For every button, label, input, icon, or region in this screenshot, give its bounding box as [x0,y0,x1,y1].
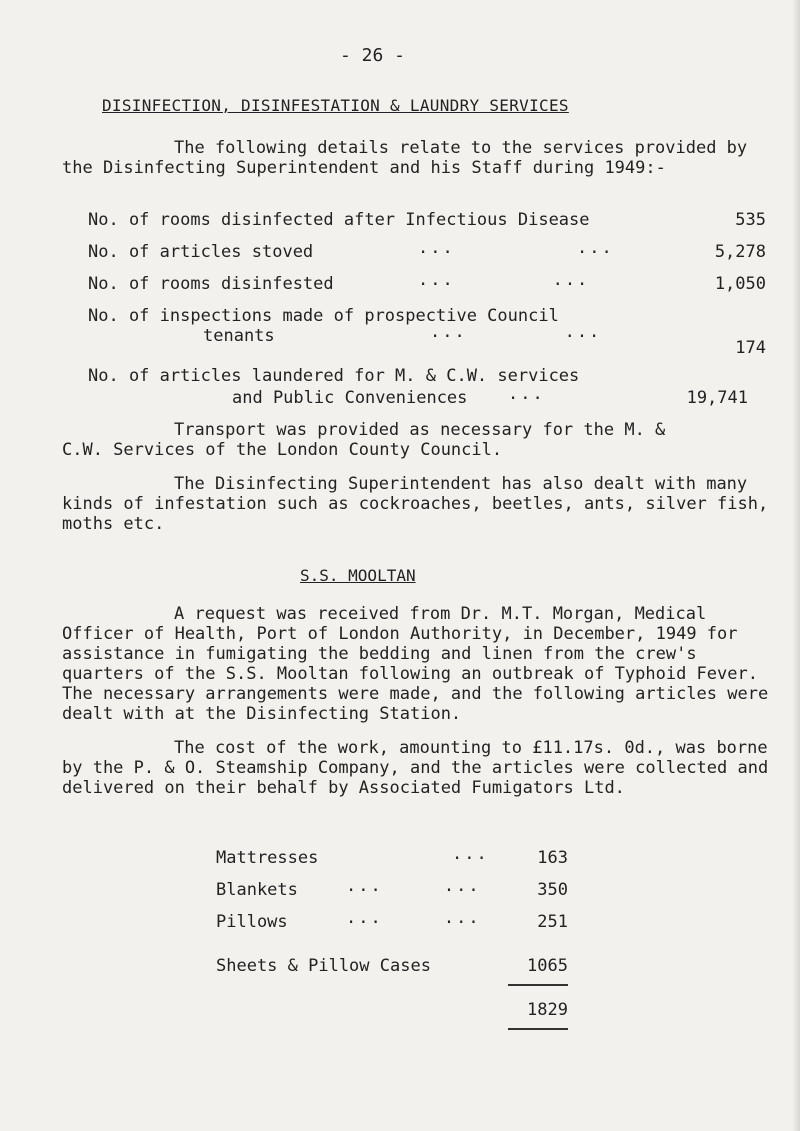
section-heading: DISINFECTION, DISINFESTATION & LAUNDRY SERVICES [102,96,569,115]
leader-dots: ... ... [430,322,602,342]
stat-value: 19,741 [686,388,748,408]
page-edge [792,0,800,1131]
stat-label-continued: and Public Conveniences [232,388,468,408]
mooltan-paragraph: A request was received from Dr. M.T. Morgan, Medical Officer of Health, Port of London Authority, in December, 1949 for assistance in fumigating the bedding and linen from the crew's quarters of the S.S. Mooltan following an outbreak of Typhoid Fever. The necessary arrangements were made, and the following articles were dealt with at the Disinfecting Station. [62,604,769,724]
article-label: Pillows [216,912,288,932]
total-double-rule [508,1028,568,1030]
leader-dots: ... ... [418,238,614,258]
stat-value: 1,050 [714,274,766,294]
article-value: 1065 [527,956,568,976]
transport-paragraph: Transport was provided as necessary for the M. & C.W. Services of the London County Council. [62,420,666,460]
sub-heading: S.S. MOOLTAN [300,566,416,585]
stat-value: 174 [735,338,766,358]
stat-label: No. of articles stoved [88,242,314,262]
leader-dots: ... [452,844,489,864]
article-label: Mattresses [216,848,319,868]
cost-paragraph: The cost of the work, amounting to £11.17s. 0d., was borne by the P. & O. Steamship Company, and the articles were collected and delivered on their behalf by Associated Fumigators Ltd. [62,738,769,798]
leader-dots: ... ... [346,876,481,896]
leader-dots: ... ... [418,270,590,290]
stat-label-continued: tenants [203,326,275,346]
total-value: 1829 [527,1000,568,1020]
stat-label: No. of inspections made of prospective Council [88,306,559,326]
stat-label: No. of rooms disinfested [88,274,334,294]
infestation-paragraph: The Disinfecting Superintendent has also dealt with many kinds of infestation such as cockroaches, beetles, ants, silver fish, moths etc. [62,474,769,534]
article-value: 251 [537,912,568,932]
stat-value: 5,278 [714,242,766,262]
stat-label: No. of articles laundered for M. & C.W. services [88,366,580,386]
leader-dots: ... ... [346,908,481,928]
leader-dots: ... [508,384,545,404]
intro-paragraph: The following details relate to the services provided by the Disinfecting Superintendent and his Staff during 1949:- [62,138,748,178]
article-value: 350 [537,880,568,900]
stat-value: 535 [735,210,766,230]
article-label: Blankets [216,880,298,900]
page-number: - 26 - [340,45,406,66]
stat-label: No. of rooms disinfected after Infectious Disease [88,210,590,230]
article-label: Sheets & Pillow Cases [216,956,431,976]
total-rule [508,984,568,986]
article-value: 163 [537,848,568,868]
